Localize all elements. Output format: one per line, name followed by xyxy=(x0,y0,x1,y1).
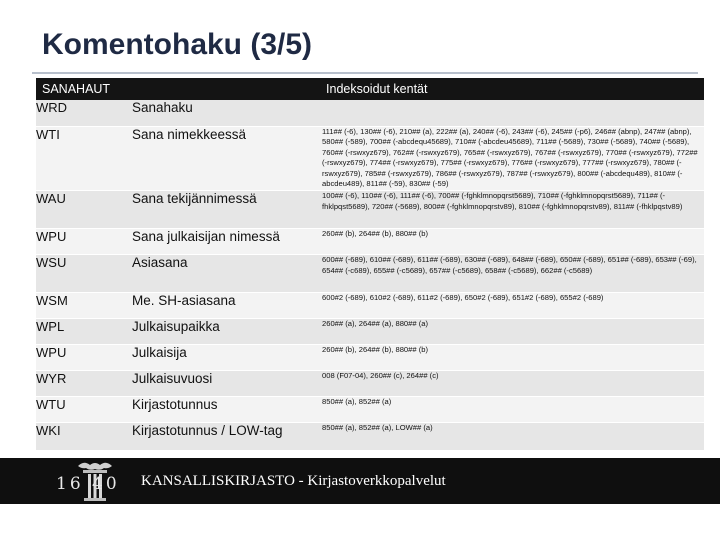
row-indexed-fields: 260## (a), 264## (a), 880## (a) xyxy=(322,319,704,345)
row-name: Sana julkaisijan nimessä xyxy=(132,229,322,255)
table-row xyxy=(36,191,704,229)
row-name: Kirjastotunnus / LOW-tag xyxy=(132,423,322,451)
row-indexed-fields: 008 (F07-04), 260## (c), 264## (c) xyxy=(322,371,704,397)
footer-text: KANSALLISKIRJASTO - Kirjastoverkkopalvelut xyxy=(141,473,446,489)
row-name: Julkaisupaikka xyxy=(132,319,322,345)
table-row xyxy=(36,293,704,319)
row-code: WPU xyxy=(36,345,132,371)
row-indexed-fields: 600## (-689), 610## (-689), 611## (-689), 630## (-689), 648## (-689), 650## (-689), 651## (-689), 653## (-69), 654## (-c689), 655## (-c5689), 657## (-c5689), 658## (-c5689), 662## (-c5689) xyxy=(322,255,704,293)
row-name: Sanahaku xyxy=(132,100,322,126)
row-name: Sana nimekkeessä xyxy=(132,126,322,191)
table-row xyxy=(36,229,704,255)
row-indexed-fields: 850## (a), 852## (a), LOW## (a) xyxy=(322,423,704,451)
table-row xyxy=(36,255,704,293)
row-indexed-fields: 600#2 (-689), 610#2 (-689), 611#2 (-689), 650#2 (-689), 651#2 (-689), 655#2 (-689) xyxy=(322,293,704,319)
table-row xyxy=(36,126,704,191)
table-row xyxy=(36,345,704,371)
row-indexed-fields: 260## (b), 264## (b), 880## (b) xyxy=(322,345,704,371)
row-name: Julkaisuvuosi xyxy=(132,371,322,397)
page-title: Komentohaku (3/5) xyxy=(42,28,313,61)
row-indexed-fields: 850## (a), 852## (a) xyxy=(322,397,704,423)
logo-year: 16 40 xyxy=(56,474,120,494)
row-name: Kirjastotunnus xyxy=(132,397,322,423)
row-name: Sana tekijännimessä xyxy=(132,191,322,229)
row-code: WTI xyxy=(36,126,132,191)
row-code: WKI xyxy=(36,423,132,451)
table-row xyxy=(36,319,704,345)
row-code: WYR xyxy=(36,371,132,397)
header-sanahaut: SANAHAUT xyxy=(36,78,322,100)
row-code: WPL xyxy=(36,319,132,345)
row-code: WAU xyxy=(36,191,132,229)
row-indexed-fields: 260## (b), 264## (b), 880## (b) xyxy=(322,229,704,255)
row-name: Asiasana xyxy=(132,255,322,293)
header-indexed-fields: Indeksoidut kentät xyxy=(322,78,704,100)
search-fields-table xyxy=(36,78,704,451)
row-name: Me. SH-asiasana xyxy=(132,293,322,319)
row-indexed-fields xyxy=(322,100,704,126)
table-row xyxy=(36,423,704,451)
footer-bar xyxy=(0,458,720,504)
table-row xyxy=(36,371,704,397)
row-name: Julkaisija xyxy=(132,345,322,371)
row-indexed-fields: 111## (-6), 130## (-6), 210## (a), 222## (a), 240## (-6), 243## (-6), 245## (-p6), 246## (abnp), 247## (abnp), 580## (-589), 700## (-abcdequ45689), 710## (-abcdeu45689), 711## (-5689), 730## (-5689), 740## (-5689), 760## (-rswxyz679), 762## (-rswxyz679), 765## (-rswxyz679), 767## (-rswxyz679), 770## (-rswxyz679), 772## (-rswxyz679), 774## (-rswxyz679), 775## (-rswxyz679), 776## (-rswxyz679), 777## (-rswxyz679), 780## (-rswxyz679), 785## (-rswxyz679), 786## (-rswxyz679), 787## (-rswxyz679), 800## (-abcdequ489), 810## (-abcdeu489), 811## (-59), 830## (-59) xyxy=(322,126,704,191)
title-divider xyxy=(32,72,698,74)
row-indexed-fields: 100## (-6), 110## (-6), 111## (-6), 700## (-fghklmnopqrst5689), 710## (-fghklmnopqrst5689), 711## (-fhklpqst5689), 720## (-5689), 800## (-fghklmnopqrstv89), 810## (-fghklmnopqrstv89), 811## (-fhklpqstv89) xyxy=(322,191,704,229)
table-header-row xyxy=(36,78,704,100)
table-row xyxy=(36,100,704,126)
row-code: WTU xyxy=(36,397,132,423)
row-code: WSM xyxy=(36,293,132,319)
row-code: WRD xyxy=(36,100,132,126)
table-row xyxy=(36,397,704,423)
row-code: WPU xyxy=(36,229,132,255)
row-code: WSU xyxy=(36,255,132,293)
